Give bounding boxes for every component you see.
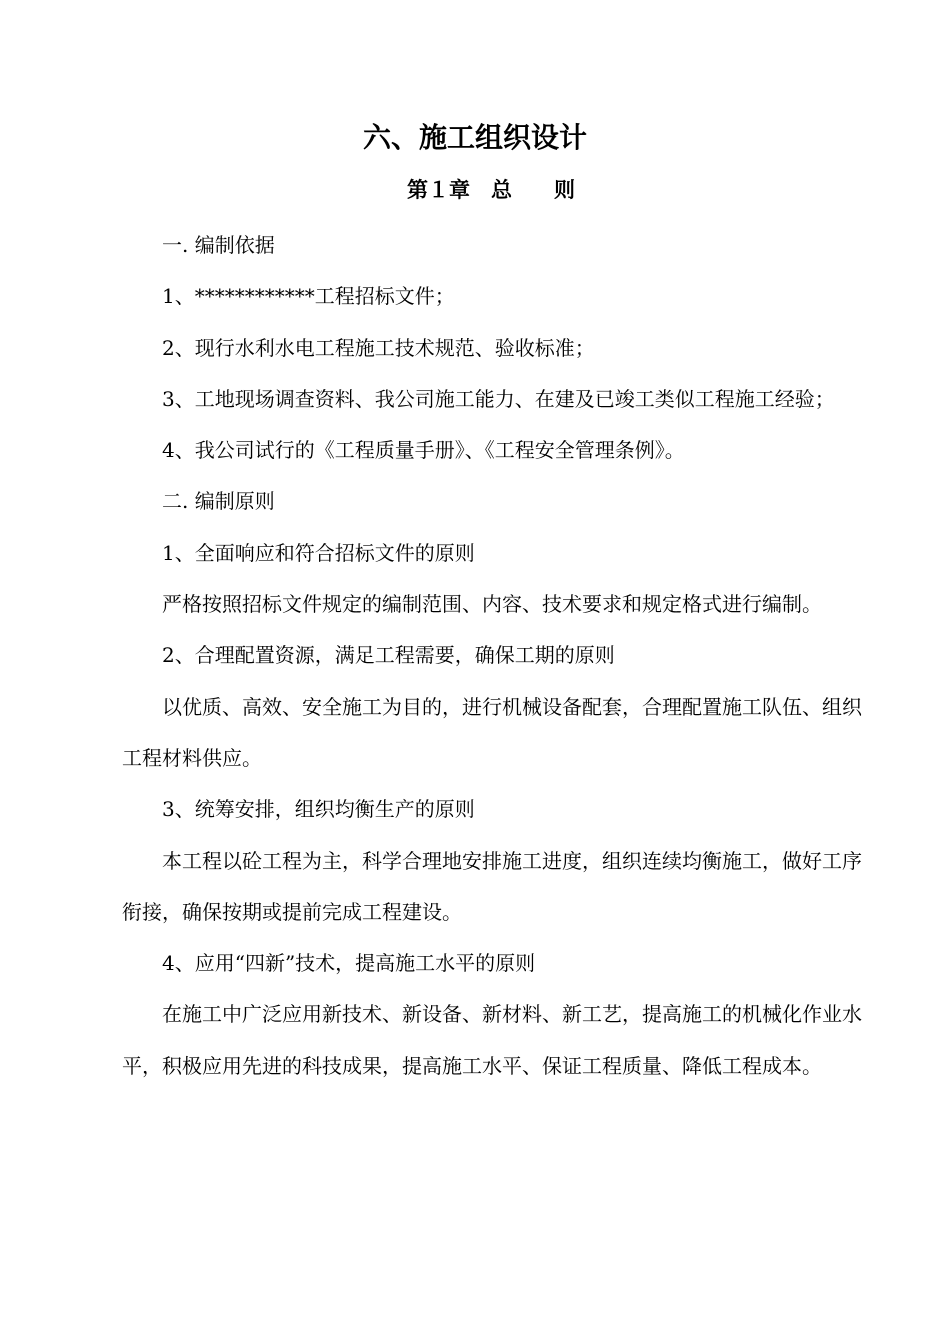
chapter-heading: 第１章 总 则 — [407, 177, 575, 202]
principle-1-heading: 1、全面响应和符合招标文件的原则 — [162, 540, 475, 565]
basis-item-4: 4、我公司试行的《工程质量手册》、《工程安全管理条例》。 — [162, 438, 685, 463]
section-heading-principles: 二. 编制原则 — [162, 489, 275, 514]
principle-3-heading: 3、统筹安排，组织均衡生产的原则 — [162, 797, 475, 822]
principle-4-heading: 4、应用“四新”技术，提高施工水平的原则 — [162, 951, 536, 976]
document-body — [122, 220, 862, 1092]
principle-4-text: 在施工中广泛应用新技术、新设备、新材料、新工艺，提高施工的机械化作业水平，积极应用先进的科技成果，提高施工水平、保证工程质量、降低工程成本。 — [122, 1002, 862, 1078]
section-heading-basis: 一. 编制依据 — [162, 233, 275, 257]
principle-2-heading: 2、合理配置资源，满足工程需要，确保工期的原则 — [162, 643, 615, 668]
basis-item-2: 2、现行水利水电工程施工技术规范、验收标准； — [162, 335, 595, 360]
document-title: 六、施工组织设计 — [362, 121, 587, 154]
principle-1-text: 严格按照招标文件规定的编制范围、内容、技术要求和规定格式进行编制。 — [162, 592, 822, 617]
basis-item-3: 3、工地现场调查资料、我公司施工能力、在建及已竣工类似工程施工经验； — [162, 386, 835, 411]
principle-3-text: 本工程以砼工程为主，科学合理地安排施工进度，组织连续均衡施工，做好工序衔接，确保按期或提前完成工程建设。 — [122, 848, 862, 924]
principle-2-text: 以优质、高效、安全施工为目的，进行机械设备配套，合理配置施工队伍、组织工程材料供应。 — [122, 694, 862, 770]
basis-item-1: 1、************工程招标文件； — [162, 284, 455, 309]
